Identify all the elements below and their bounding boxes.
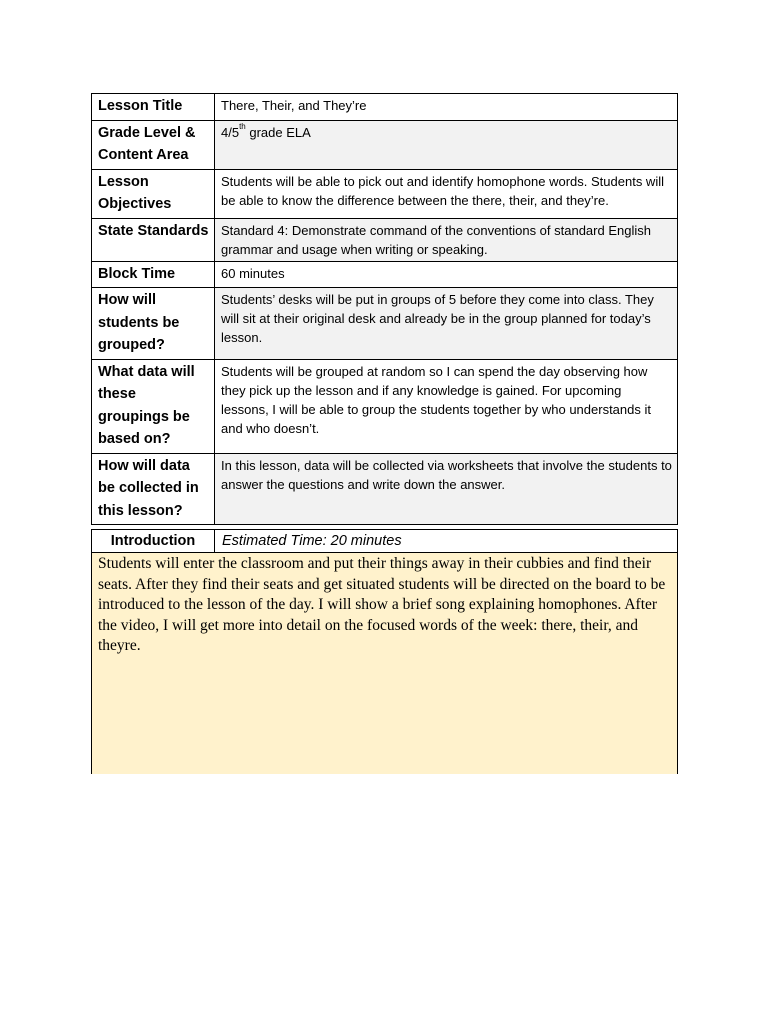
row-state-standards: [92, 218, 678, 261]
grouping-data-value: Students will be grouped at random so I can spend the day observing how they pick up the lesson and if any knowledge is gained. For upcoming lessons, I will be able to group the students together by who understands it and who doesn’t.: [215, 359, 678, 453]
state-standards-value: Standard 4: Demonstrate command of the conventions of standard English grammar and usage when writing or speaking.: [215, 218, 678, 261]
objectives-value: Students will be able to pick out and identify homophone words. Students will be able to know the difference between the there, their, and they’re.: [215, 169, 678, 218]
objectives-label: Lesson Objectives: [92, 169, 215, 218]
introduction-title: Introduction: [92, 530, 215, 552]
grade-number: 4/5: [221, 124, 240, 140]
grade-level-value: [215, 120, 678, 169]
introduction-header: [92, 530, 677, 553]
data-collection-label: How will data be collected in this lesson?: [92, 453, 215, 525]
introduction-section: [91, 529, 678, 774]
row-lesson-title: [92, 94, 678, 121]
grade-rest: grade ELA: [245, 124, 311, 140]
introduction-time: Estimated Time: 20 minutes: [222, 533, 402, 549]
lesson-title-value: There, Their, and They’re: [215, 94, 678, 121]
row-grouping-data: [92, 359, 678, 453]
introduction-body: Students will enter the classroom and put their things away in their cubbies and find their seats. After they find their seats and get situated students will be directed on the board to be introduced to the lesson of the day. I will show a brief song explaining homophones. After the video, I will get more into detail on the focused words of the week: there, their, and theyre.: [92, 553, 677, 774]
lesson-plan-table: [91, 93, 678, 525]
row-grouping: [92, 288, 678, 360]
block-time-label: Block Time: [92, 261, 215, 288]
grouping-value: Students’ desks will be put in groups of 5 before they come into class. They will sit at their original desk and already be in the group planned for today’s lesson.: [215, 288, 678, 360]
row-data-collection: [92, 453, 678, 525]
grouping-data-label: What data will these groupings be based on?: [92, 359, 215, 453]
block-time-value: 60 minutes: [215, 261, 678, 288]
row-grade-level: [92, 120, 678, 169]
lesson-title-label: Lesson Title: [92, 94, 215, 121]
state-standards-label: State Standards: [92, 218, 215, 261]
data-collection-value: In this lesson, data will be collected via worksheets that involve the students to answer the questions and write down the answer.: [215, 453, 678, 525]
grade-level-label: Grade Level & Content Area: [92, 120, 215, 169]
grouping-label: How will students be grouped?: [92, 288, 215, 360]
row-block-time: [92, 261, 678, 288]
row-objectives: [92, 169, 678, 218]
grade-suffix: th: [239, 122, 246, 132]
